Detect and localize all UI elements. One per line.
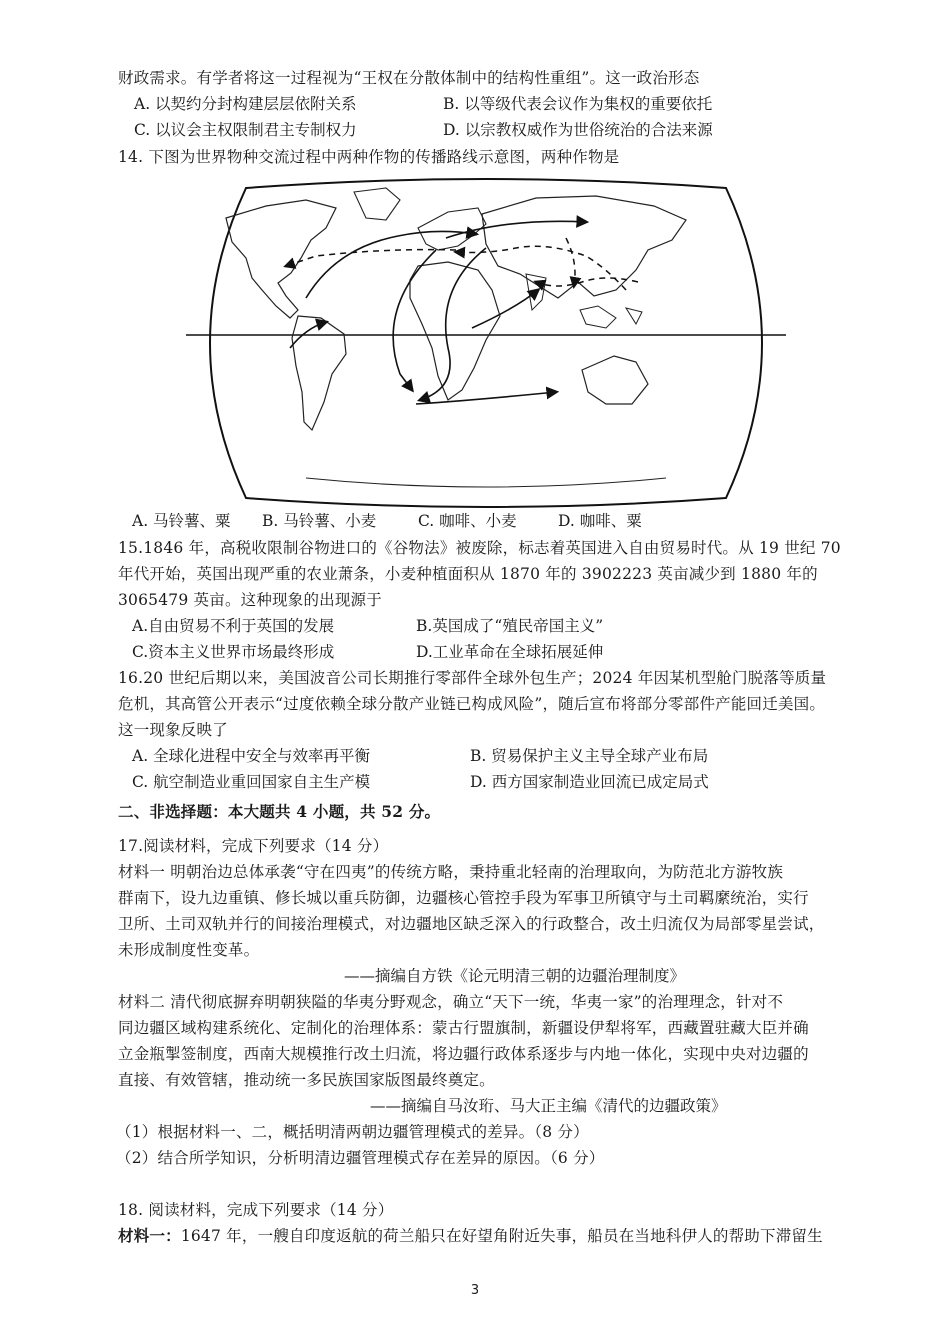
q17-material-2-line-2: 同边疆区域构建系统化、定制化的治理体系：蒙古行盟旗制，新疆设伊犁将军，西藏置驻藏大臣并确 <box>118 1019 809 1037</box>
q13-option-a: A. 以契约分封构建层层依附关系 <box>134 95 357 113</box>
q17-material-1-line-3: 卫所、土司双轨并行的间接治理模式，对边疆地区缺乏深入的行政整合，改土归流仅为局部零星尝试， <box>118 915 825 933</box>
page-number: 3 <box>470 1283 480 1298</box>
solid-route-europe-asia <box>446 221 586 238</box>
q18-material-1-text: 1647 年，一艘自印度返航的荷兰船只在好望角附近失事，船员在当地科伊人的帮助下滞留生 <box>180 1227 823 1245</box>
q16-option-c: C. 航空制造业重回国家自主生产模 <box>132 773 371 791</box>
southeast-asia-islands <box>580 306 642 328</box>
world-crop-route-map <box>186 178 786 508</box>
solid-route-south-indian-ocean <box>416 392 556 404</box>
q15-option-c: C.资本主义世界市场最终形成 <box>132 643 335 661</box>
q17-sub-question-1: （1）根据材料一、二，概括明清两朝边疆管理模式的差异。（8 分） <box>116 1123 589 1141</box>
q15-option-b: B.英国成了“殖民帝国主义” <box>416 617 604 635</box>
q16-option-b: B. 贸易保护主义主导全球产业布局 <box>470 747 709 765</box>
greenland <box>354 188 400 220</box>
q14-option-b: B. 马铃薯、小麦 <box>262 512 377 530</box>
dashed-route-asia-arabia <box>536 278 638 286</box>
q14-option-d: D. 咖啡、粟 <box>558 512 642 530</box>
antarctica <box>306 478 666 487</box>
q17-material-2-line-1: 材料二 清代彻底摒弃明朝狭隘的华夷分野观念，确立“天下一统，华夷一家”的治理理念，针对不 <box>118 993 784 1011</box>
africa <box>410 262 500 400</box>
q13-option-b: B. 以等级代表会议作为集权的重要依托 <box>443 95 713 113</box>
q17-material-1-line-2: 群南下，设九边重镇、修长城以重兵防御，边疆核心管控手段为军事卫所镇守与土司羁縻统治，实行 <box>118 889 809 907</box>
solid-route-america-europe <box>306 231 476 298</box>
q17-sub-question-2: （2）结合所学知识，分析明清边疆管理模式存在差异的原因。（6 分） <box>116 1149 605 1167</box>
q15-option-d: D.工业革命在全球拓展延伸 <box>416 643 604 661</box>
q16-option-a: A. 全球化进程中安全与效率再平衡 <box>132 747 371 765</box>
south-america <box>292 316 346 430</box>
q14-option-a: A. 马铃薯、粟 <box>132 512 231 530</box>
solid-route-africa-loop <box>420 248 486 400</box>
q16-stem-2: 危机，其高管公开表示“过度依赖全球分散产业链已构成风险”，随后宣布将部分零部件产能回迁美国。 <box>118 695 826 713</box>
dashed-route-europe-america <box>286 250 456 266</box>
q16-stem-3: 这一现象反映了 <box>118 721 228 739</box>
q17-material-1-line-1: 材料一 明朝治边总体承袭“守在四夷”的传统方略，秉持重北轻南的治理取向，为防范北方游牧族 <box>118 863 784 881</box>
q16-stem-1: 16.20 世纪后期以来，美国波音公司长期推行零部件全球外包生产；2024 年因某机型舱门脱落等质量 <box>118 669 827 687</box>
asia <box>482 196 686 298</box>
q17-material-1-source: ——摘编自方铁《论元明清三朝的边疆治理制度》 <box>344 967 686 985</box>
q15-stem-1: 15.1846 年，高税收限制谷物进口的《谷物法》被废除，标志着英国进入自由贸易时代。从 19 世纪 70 <box>118 539 841 557</box>
north-america <box>226 200 336 318</box>
australia <box>582 356 648 404</box>
q14-option-c: C. 咖啡、小麦 <box>418 512 517 530</box>
q18-material-1-label: 材料一： <box>118 1226 181 1245</box>
q17-material-2-line-3: 立金瓶掣签制度，西南大规模推行改土归流，将边疆行政体系逐步与内地一体化，实现中央对边疆的 <box>118 1045 809 1063</box>
section-2-heading: 二、非选择题：本大题共 4 小题，共 52 分。 <box>118 802 441 821</box>
q13-option-c: C. 以议会主权限制君主专制权力 <box>134 121 357 139</box>
q16-option-d: D. 西方国家制造业回流已成定局式 <box>470 773 709 791</box>
q13-stem-tail: 财政需求。有学者将这一过程视为“王权在分散体制中的结构性重组”。这一政治形态 <box>118 69 700 87</box>
dashed-route-asia-south <box>566 238 575 286</box>
q13-option-d: D. 以宗教权威作为世俗统治的合法来源 <box>443 121 713 139</box>
q18-material-1-line-1 <box>118 1224 823 1248</box>
q17-material-2-source: ——摘编自马汝珩、马大正主编《清代的边疆政策》 <box>370 1097 727 1115</box>
q14-stem: 14. 下图为世界物种交流过程中两种作物的传播路线示意图，两种作物是 <box>118 148 620 166</box>
q15-stem-2: 年代开始，英国出现严重的农业萧条，小麦种植面积从 1870 年的 3902223 英亩减少到 1880 年的 <box>118 565 818 583</box>
solid-route-africa-asia <box>472 290 538 328</box>
q17-material-2-line-4: 直接、有效管辖，推动统一多民族国家版图最终奠定。 <box>118 1071 495 1089</box>
q15-option-a: A.自由贸易不利于英国的发展 <box>132 617 335 635</box>
q17-heading: 17.阅读材料，完成下列要求（14 分） <box>118 837 389 855</box>
q18-heading: 18. 阅读材料，完成下列要求（14 分） <box>118 1201 394 1219</box>
q15-stem-3: 3065479 英亩。这种现象的出现源于 <box>118 591 382 609</box>
q17-material-1-line-4: 未形成制度性变革。 <box>118 941 260 959</box>
